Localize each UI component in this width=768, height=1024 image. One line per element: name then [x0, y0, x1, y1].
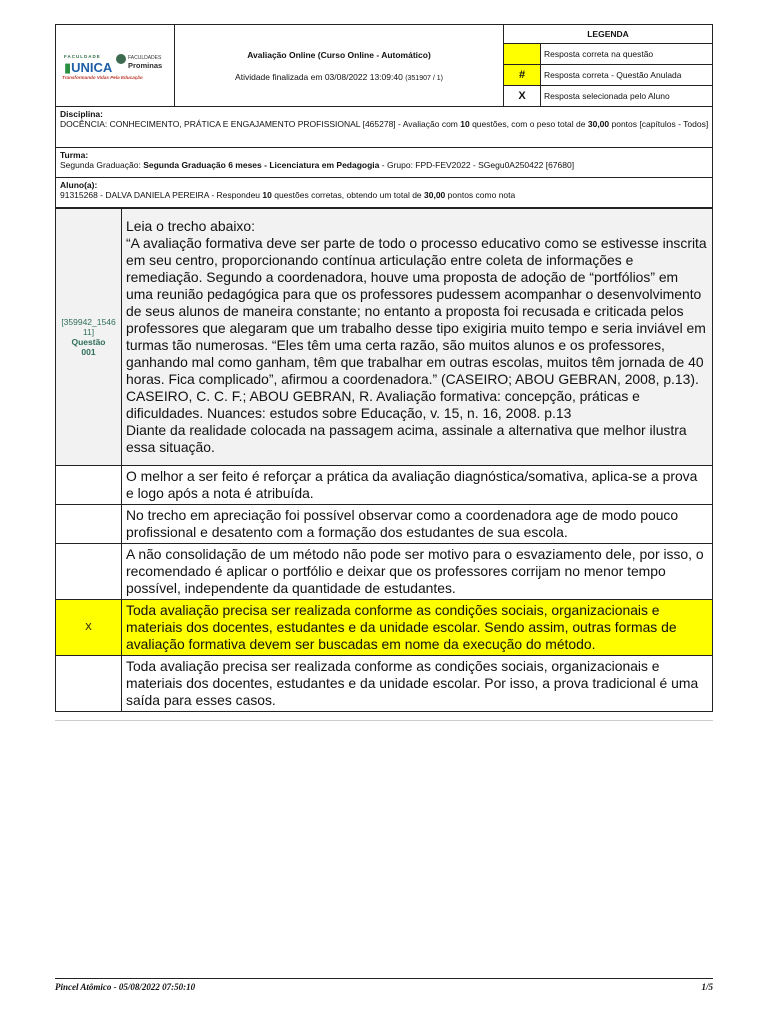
logo-unica-text: UNICA	[71, 60, 113, 75]
aluno-total: 30,00	[424, 190, 446, 200]
question-id-cell	[56, 209, 122, 466]
option-row-selected[interactable]	[56, 600, 713, 656]
question-number: 001	[81, 347, 96, 357]
page-title: Avaliação Online (Curso Online - Automático)	[247, 49, 431, 60]
question-code: [359942_154611]	[61, 317, 116, 337]
option-text[interactable]: No trecho em apreciação foi possível observar como a coordenadora age de modo pouco profissional e desatento com a formação dos estudantes de sua escola.	[122, 505, 713, 544]
stem-quote: “A avaliação formativa deve ser parte de todo o processo educativo como se estivesse inscrita em seu centro, proporcionando contínua articulação entre coleta de informações e remediação. Segundo a coordenadora, houve uma proposta de adoção de “portfólios” em uma reunião pedagógica para que os professores pudessem acompanhar o desenvolvimento de seus alunos de maneira constante; no entanto a proposta foi recusada e criticada pelos professores que alegaram que um trabalho desse tipo exigiria muito tempo e seria inviável em turmas tão numerosas. “Eles têm uma certa razão, são muitos alunos e os professores, ganhando mal como ganham, têm que trabalhar em outras escolas, muitos têm jornada de 40 horas. Fica complicado”, afirmou a coordenadora.” (CASEIRO; ABOU GEBRAN, 2008, p.13).	[126, 235, 707, 387]
stem-intro: Leia o trecho abaixo:	[126, 218, 255, 234]
disciplina-pre: DOCÊNCIA: CONHECIMENTO, PRÁTICA E ENGAJAMENTO PROFISSIONAL [465278] - Avaliação com	[60, 119, 461, 129]
legend-text-selected: Resposta selecionada pelo Aluno	[541, 86, 713, 107]
report-page	[55, 24, 713, 712]
prominas-emblem-icon	[116, 54, 126, 64]
disciplina-peso: 30,00	[587, 119, 610, 129]
option-row[interactable]	[56, 505, 713, 544]
footer-page: 1/5	[701, 982, 713, 992]
turma-bold: Segunda Graduação 6 meses - Licenciatura em Pedagogia	[143, 160, 380, 170]
option-text[interactable]: A não consolidação de um método não pode ser motivo para o esvaziamento dele, por isso, o recomendado é aplicar o portfólio e deixar que os professores corrijam no menor tempo possível, independente da quantidade de estudantes.	[122, 544, 713, 600]
option-mark	[56, 544, 122, 600]
aluno-post: pontos como nota	[445, 190, 516, 200]
logo-cell	[56, 25, 175, 107]
turma-box	[55, 148, 713, 178]
disciplina-label: Disciplina:	[60, 109, 103, 119]
option-mark	[56, 505, 122, 544]
finished-text: Atividade finalizada em 03/08/2022 13:09:40	[235, 71, 403, 82]
legend-mark-annulled: #	[504, 65, 541, 86]
header-center	[175, 25, 504, 107]
aluno-label: Aluno(a):	[60, 180, 98, 190]
logo-prominas-name: Prominas	[128, 61, 163, 70]
disciplina-box	[55, 107, 713, 148]
question-table	[55, 208, 713, 712]
aluno-mid: questões corretas, obtendo um total de	[271, 190, 425, 200]
aluno-correct: 10	[262, 190, 272, 200]
legend-title: LEGENDA	[504, 25, 713, 44]
legend-mark-selected: X	[504, 86, 541, 107]
option-mark	[56, 466, 122, 505]
header-table	[55, 24, 713, 107]
option-row[interactable]	[56, 466, 713, 505]
logo-tagline: Transformando Vidas Pela Educação	[62, 75, 143, 80]
legend-mark-correct	[504, 44, 541, 65]
option-text-selected[interactable]: Toda avaliação precisa ser realizada conforme as condições sociais, organizacionais e materiais dos docentes, estudantes e da unidade escolar. Sendo assim, outras formas de avaliação formativa devem ser buscadas em nome da execução do método.	[122, 600, 713, 656]
logo-prominas	[128, 55, 162, 70]
turma-pre: Segunda Graduação:	[60, 160, 144, 170]
option-mark	[56, 656, 122, 712]
disciplina-mid: questões, com o peso total de	[469, 119, 588, 129]
finished-line	[175, 72, 503, 82]
disciplina-post: pontos [capítulos - Todos]	[609, 119, 709, 129]
stem-instruction: Diante da realidade colocada na passagem acima, assinale a alternativa que melhor ilustra essa situação.	[126, 422, 687, 455]
logo	[56, 25, 174, 106]
option-text[interactable]: Toda avaliação precisa ser realizada conforme as condições sociais, organizacionais e materiais dos docentes, estudantes e da unidade escolar. Por isso, a prova tradicional é uma saída para esses casos.	[122, 656, 713, 712]
option-row[interactable]	[56, 656, 713, 712]
question-stem	[122, 209, 713, 466]
disciplina-num: 10	[460, 119, 470, 129]
option-mark-selected: X	[56, 600, 122, 656]
legend-text-correct: Resposta correta na questão	[541, 44, 713, 65]
aluno-pre: 91315268 - DALVA DANIELA PEREIRA - Respondeu	[60, 190, 263, 200]
option-row[interactable]	[56, 544, 713, 600]
logo-prominas-top: FACULDADES	[128, 55, 162, 61]
question-label: Questão	[71, 337, 106, 347]
finished-code: (351907 / 1)	[405, 74, 443, 82]
legend-text-annulled: Resposta correta - Questão Anulada	[541, 65, 713, 86]
aluno-box	[55, 178, 713, 208]
turma-label: Turma:	[60, 150, 89, 160]
logo-faculdade: FACULDADE	[64, 54, 101, 59]
footer	[55, 978, 713, 992]
option-text[interactable]: O melhor a ser feito é reforçar a prática da avaliação diagnóstica/somativa, aplica-se a prova e logo após a nota é atribuída.	[122, 466, 713, 505]
divider	[55, 720, 713, 721]
turma-post: - Grupo: FPD-FEV2022 - SGegu0A250422 [67680]	[379, 160, 575, 170]
footer-left: Pincel Atômico - 05/08/2022 07:50:10	[55, 982, 196, 992]
stem-reference: CASEIRO, C. C. F.; ABOU GEBRAN, R. Avaliação formativa: concepção, práticas e dificuldades. Nuances: estudos sobre Educação, v. 15, n. 16, 2008. p.13	[126, 388, 640, 421]
logo-unica: ▮UNICA	[64, 60, 113, 75]
